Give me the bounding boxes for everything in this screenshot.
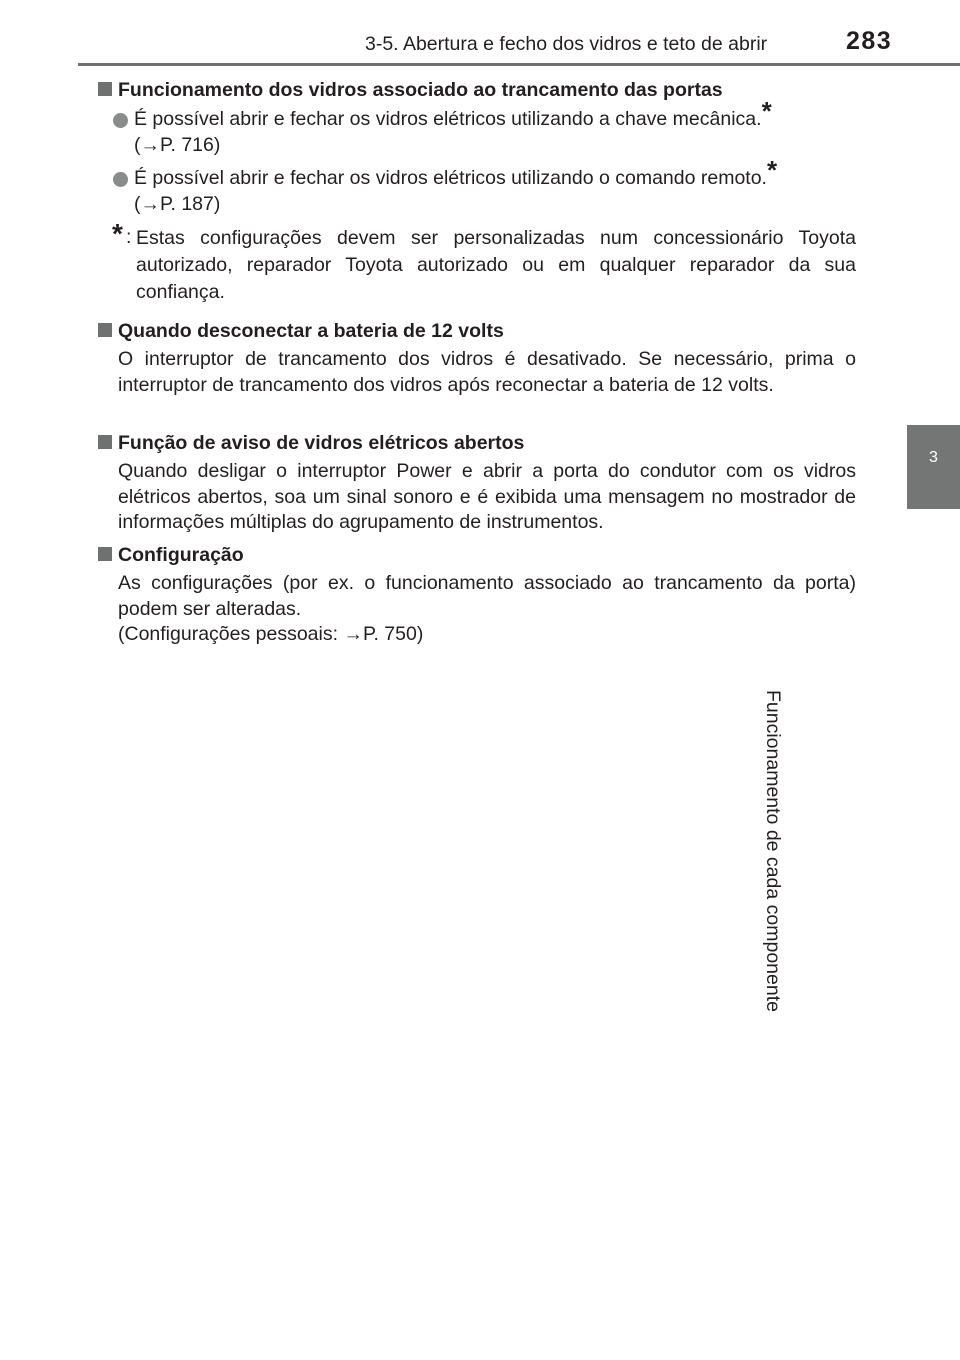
section-body: Quando desligar o interruptor Power e abrir a porta do condutor com os vidros elétricos abertos, soa um sinal sonoro e é exibida uma mensagem no mostrador de informações múltiplas do agrupamento de instrumentos. <box>118 460 856 533</box>
page-number: 283 <box>846 27 893 55</box>
square-bullet-icon <box>98 323 112 337</box>
square-bullet-icon <box>98 82 112 96</box>
square-bullet-icon <box>98 547 112 561</box>
section-heading: Quando desconectar a bateria de 12 volts <box>98 319 504 345</box>
section-heading: Função de aviso de vidros elétricos abertos <box>98 431 524 457</box>
section-body: O interruptor de trancamento dos vidros é desativado. Se necessário, prima o interruptor de trancamento dos vidros após reconectar a bateria de 12 volts. <box>118 348 856 396</box>
page-reference: (Configurações pessoais: →P. 750) <box>118 623 424 645</box>
page-header <box>0 0 960 66</box>
bullet-item: É possível abrir e fechar os vidros elétricos utilizando o comando remoto.* (→P. 187) <box>134 154 778 215</box>
footnote-text: Estas configurações devem ser personalizadas num concessionário Toyota autorizado, reparador Toyota autorizado ou em qualquer reparador da sua confiança. <box>136 227 856 303</box>
round-bullet-icon <box>113 113 128 128</box>
asterisk-mark: * <box>112 218 123 249</box>
page-reference: (→P. 716) <box>134 133 221 156</box>
section-body: As configurações (por ex. o funcionamento associado ao trancamento da porta) podem ser alteradas. (Configurações pessoais: →P. 750) <box>118 572 856 645</box>
section-heading: Funcionamento dos vidros associado ao trancamento das portas <box>98 78 723 104</box>
chapter-title: Funcionamento de cada componente <box>762 689 785 1012</box>
round-bullet-icon <box>113 172 128 187</box>
page-reference: (→P. 187) <box>134 192 221 215</box>
section-heading: Configuração <box>98 543 244 569</box>
chapter-number: 3 <box>929 449 938 466</box>
section-title: 3-5. Abertura e fecho dos vidros e teto de abrir <box>365 33 768 55</box>
bullet-item: É possível abrir e fechar os vidros elétricos utilizando a chave mecânica.* (→P. 716) <box>134 95 772 156</box>
square-bullet-icon <box>98 435 112 449</box>
chapter-tab <box>907 425 960 509</box>
header-rule <box>78 63 960 66</box>
